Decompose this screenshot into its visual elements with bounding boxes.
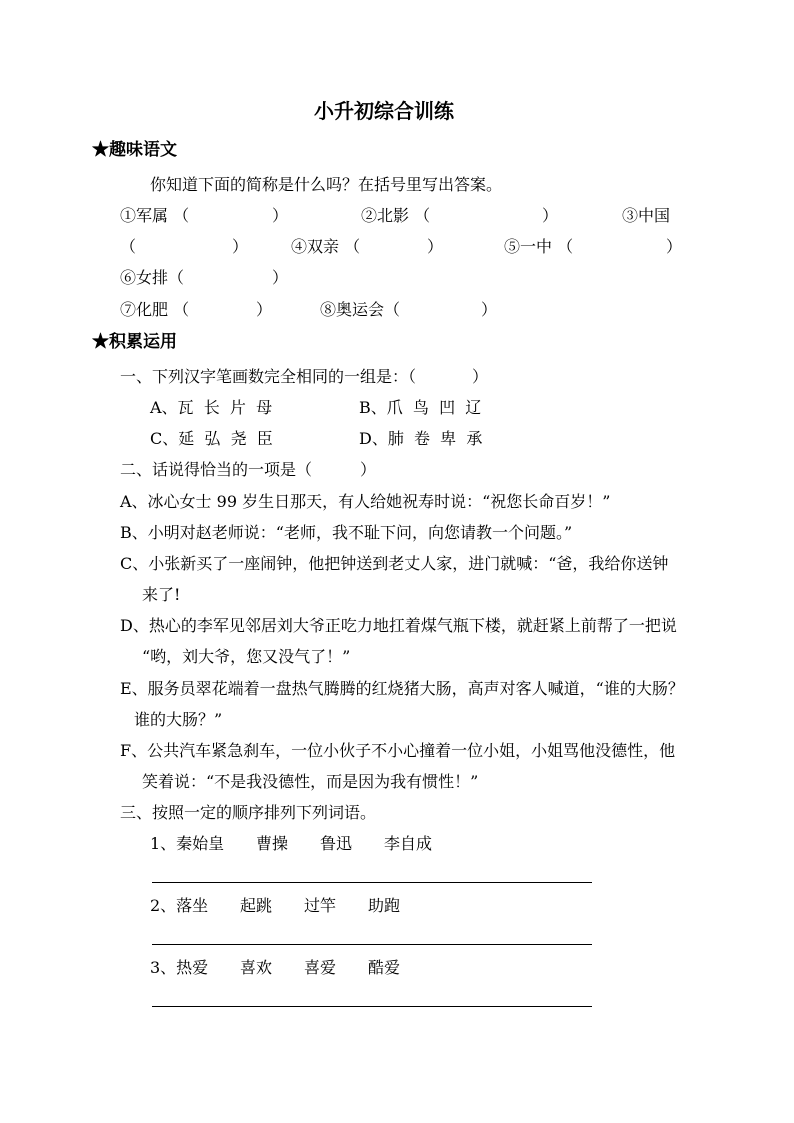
q3-group2-first: 2、落坐 bbox=[150, 896, 209, 915]
abbr-item-6-close: ） bbox=[272, 268, 289, 287]
abbr-item-8-close: ） bbox=[481, 300, 498, 319]
q3-group3-first: 3、热爱 bbox=[150, 958, 209, 977]
abbr-item-3-open: （ bbox=[120, 237, 137, 256]
abbr-item-1: ①军属 （ bbox=[120, 206, 190, 225]
q1-option-c: C、延 弘 尧 臣 bbox=[150, 429, 273, 448]
abbr-item-4-close: ） bbox=[427, 237, 444, 256]
abbr-item-1-close: ） bbox=[272, 206, 289, 225]
abbr-item-7-close: ） bbox=[256, 300, 273, 319]
q2-line-f: F、公共汽车紧急刹车，一位小伙子不小心撞着一位小姐，小姐骂他没德性，他 bbox=[120, 741, 676, 760]
q2-line-e: E、服务员翠花端着一盘热气腾腾的红烧猪大肠，高声对客人喊道，“谁的大肠？ bbox=[120, 679, 684, 698]
q3-group3-word: 酷爱 bbox=[368, 958, 401, 977]
answer-line[interactable] bbox=[152, 882, 592, 883]
q3-group2-word: 助跑 bbox=[368, 896, 401, 915]
q3-group3-word: 喜欢 bbox=[240, 958, 273, 977]
abbr-item-2-close: ） bbox=[542, 206, 559, 225]
page-title: 小升初综合训练 bbox=[314, 99, 454, 123]
q1-stem: 一、下列汉字笔画数完全相同的一组是：（ bbox=[120, 367, 417, 386]
q2-stem-close: ） bbox=[360, 460, 377, 479]
answer-line[interactable] bbox=[152, 1006, 592, 1007]
q2-line-a: A、冰心女士 99 岁生日那天，有人给她祝寿时说：“祝您长命百岁！” bbox=[120, 492, 611, 511]
q2-line-d-cont: “哟，刘大爷，您又没气了！” bbox=[142, 647, 351, 666]
q2-line-d: D、热心的李军见邻居刘大爷正吃力地扛着煤气瓶下楼，就赶紧上前帮了一把说 bbox=[120, 616, 677, 635]
abbr-item-6: ⑥女排（ bbox=[120, 268, 185, 287]
q3-group3-word: 喜爱 bbox=[304, 958, 337, 977]
abbr-item-5: ⑤一中 （ bbox=[504, 237, 574, 256]
q1-option-a: A、瓦 长 片 母 bbox=[150, 398, 273, 417]
q2-stem: 二、话说得恰当的一项是（ bbox=[120, 460, 313, 479]
q1-option-b: B、爪 鸟 凹 辽 bbox=[359, 398, 482, 417]
abbr-item-4: ④双亲 （ bbox=[291, 237, 361, 256]
q2-line-c: C、小张新买了一座闹钟，他把钟送到老丈人家，进门就喊：“爸，我给你送钟 bbox=[120, 554, 669, 573]
q3-group1-word: 曹操 bbox=[256, 834, 289, 853]
abbr-item-5-close: ） bbox=[666, 237, 683, 256]
q2-line-b: B、小明对赵老师说：“老师，我不耻下问，向您请教一个问题。” bbox=[120, 523, 573, 542]
q3-group1-first: 1、秦始皇 bbox=[150, 834, 225, 853]
abbr-item-3-close: ） bbox=[232, 237, 249, 256]
q3-stem: 三、按照一定的顺序排列下列词语。 bbox=[120, 803, 377, 822]
abbr-item-8: ⑧奥运会（ bbox=[320, 300, 401, 319]
q1-option-d: D、肺 卷 卑 承 bbox=[359, 429, 483, 448]
q3-group1-word: 鲁迅 bbox=[320, 834, 353, 853]
section1-intro: 你知道下面的简称是什么吗？在括号里写出答案。 bbox=[150, 175, 503, 194]
q3-group2-word: 过竿 bbox=[304, 896, 337, 915]
q3-group1-word: 李自成 bbox=[384, 834, 433, 853]
abbr-item-2: ②北影 （ bbox=[361, 206, 431, 225]
section-heading-accumulation: ★积累运用 bbox=[92, 332, 177, 352]
q2-line-e-cont: 谁的大肠？” bbox=[134, 710, 223, 729]
answer-line[interactable] bbox=[152, 944, 592, 945]
abbr-item-3: ③中国 bbox=[622, 206, 671, 225]
abbr-item-7: ⑦化肥 （ bbox=[120, 300, 190, 319]
q2-line-c-cont: 来了! bbox=[142, 585, 181, 604]
q1-stem-close: ） bbox=[472, 367, 489, 386]
section-heading-fun-chinese: ★趣味语文 bbox=[92, 140, 177, 160]
q2-line-f-cont: 笑着说：“不是我没德性，而是因为我有惯性！” bbox=[142, 772, 479, 791]
q3-group2-word: 起跳 bbox=[240, 896, 273, 915]
